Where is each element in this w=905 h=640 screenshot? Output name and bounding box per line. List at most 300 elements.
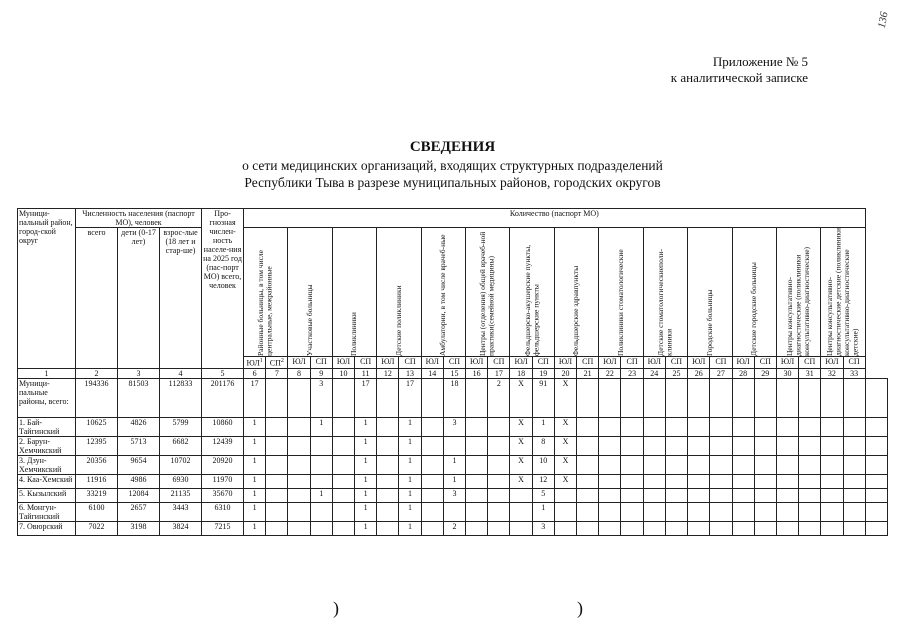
document-subtitle — [0, 157, 905, 191]
table-cell: 6682 — [160, 436, 202, 455]
table-cell — [732, 474, 754, 488]
table-cell — [732, 417, 754, 436]
table-cell — [421, 455, 443, 474]
table-cell: 1 — [310, 488, 332, 502]
table-cell: 3 — [532, 521, 554, 535]
table-cell: 8 — [532, 436, 554, 455]
table-cell — [266, 502, 288, 521]
table-cell — [821, 436, 843, 455]
table-cell: Х — [554, 417, 576, 436]
table-cell: 1 — [399, 521, 421, 535]
table-row — [18, 502, 888, 521]
table-cell — [821, 521, 843, 535]
table-cell — [799, 417, 821, 436]
table-cell — [665, 474, 687, 488]
table-cell: 6100 — [76, 502, 118, 521]
table-cell — [821, 417, 843, 436]
header-sub-sp: СП — [621, 357, 643, 369]
table-cell — [288, 378, 310, 417]
table-cell — [799, 474, 821, 488]
column-number: 28 — [732, 368, 754, 378]
table-cell: 1 — [244, 455, 266, 474]
table-cell: 1 — [244, 502, 266, 521]
table-cell: 3 — [443, 417, 465, 436]
table-cell — [377, 455, 399, 474]
table-cell — [377, 378, 399, 417]
column-number: 33 — [843, 368, 865, 378]
table-cell — [710, 417, 732, 436]
document-title: СВЕДЕНИЯ — [409, 139, 496, 155]
table-cell — [643, 436, 665, 455]
header-category-5 — [421, 228, 465, 357]
header-sub-yol: ЮЛ — [732, 357, 754, 369]
table-cell — [865, 488, 887, 502]
table-cell — [732, 521, 754, 535]
table-cell — [754, 521, 776, 535]
table-cell: Х — [510, 474, 532, 488]
table-cell — [466, 521, 488, 535]
header-category-label: Детские поликлиники — [393, 285, 403, 356]
table-cell: 1 — [443, 455, 465, 474]
table-cell: 1 — [244, 436, 266, 455]
header-sub-yol: $ЮЛ^1$ — [244, 357, 266, 369]
table-cell: 7215 — [202, 521, 244, 535]
table-cell — [643, 502, 665, 521]
table-cell — [577, 378, 599, 417]
table-cell — [776, 436, 798, 455]
table-cell: Х — [554, 455, 576, 474]
row-name: Муници-пальные районы, всего: — [18, 378, 76, 417]
table-cell — [821, 474, 843, 488]
table-cell: Х — [510, 455, 532, 474]
header-sub-yol: ЮЛ — [332, 357, 354, 369]
header-category-label: Районные больницы, в том числе центральные, межрайонные — [256, 249, 274, 356]
header-total: всего — [76, 228, 118, 369]
table-cell — [466, 417, 488, 436]
column-number: 23 — [621, 368, 643, 378]
table-cell: 1 — [399, 436, 421, 455]
table-cell — [332, 521, 354, 535]
table-row — [18, 521, 888, 535]
table-cell — [310, 436, 332, 455]
table-cell — [776, 474, 798, 488]
table-cell — [754, 474, 776, 488]
table-cell — [288, 488, 310, 502]
header-sub-sp: СП — [488, 357, 510, 369]
table-cell — [554, 521, 576, 535]
table-cell — [332, 455, 354, 474]
table-cell — [732, 488, 754, 502]
table-cell — [577, 474, 599, 488]
table-cell — [865, 417, 887, 436]
table-cell: 1 — [310, 417, 332, 436]
table-cell — [599, 417, 621, 436]
table-cell: 9654 — [118, 455, 160, 474]
table-cell — [754, 455, 776, 474]
table-cell — [332, 474, 354, 488]
header-count: Количество (паспорт МО) — [244, 209, 866, 228]
header-adults: взрос-лые (18 лет и стар-ше) — [160, 228, 202, 369]
header-mo: Муници-пальный район, город-ской округ — [18, 209, 76, 369]
table-cell — [665, 488, 687, 502]
table-cell: 112833 — [160, 378, 202, 417]
table-cell: 35670 — [202, 488, 244, 502]
table-cell: 12084 — [118, 488, 160, 502]
table-cell: 4826 — [118, 417, 160, 436]
table-cell — [310, 455, 332, 474]
table-cell — [621, 417, 643, 436]
table-cell — [332, 488, 354, 502]
table-cell — [754, 378, 776, 417]
column-number: 12 — [377, 368, 399, 378]
table-cell: 5 — [532, 488, 554, 502]
table-cell — [643, 378, 665, 417]
table-cell: 1 — [355, 455, 377, 474]
table-cell — [577, 521, 599, 535]
table-cell — [510, 488, 532, 502]
subtitle-line-2: Республики Тыва в разрезе муниципальных районов, городских округов — [244, 175, 661, 190]
table-cell — [732, 378, 754, 417]
table-cell — [643, 488, 665, 502]
table-cell — [754, 436, 776, 455]
header-sub-yol: ЮЛ — [466, 357, 488, 369]
table-cell: 1 — [355, 436, 377, 455]
table-cell — [776, 488, 798, 502]
table-cell — [266, 474, 288, 488]
header-sub-sp: СП — [665, 357, 687, 369]
header-category-label: Фельдшерские здравпункты — [571, 265, 581, 356]
table-cell — [577, 488, 599, 502]
header-forecast: Про-гнозная числен-ность населе-ния на 2025 год (пас-порт МО) всего, человек — [202, 209, 244, 369]
table-cell — [799, 436, 821, 455]
header-category-14 — [821, 228, 865, 357]
header-category-8 — [554, 228, 598, 357]
column-number: 11 — [355, 368, 377, 378]
table-cell — [599, 502, 621, 521]
table-cell — [599, 488, 621, 502]
table-cell — [599, 521, 621, 535]
table-cell — [466, 502, 488, 521]
table-cell: 3824 — [160, 521, 202, 535]
table-cell: 18 — [443, 378, 465, 417]
table-cell — [865, 521, 887, 535]
table-cell — [577, 455, 599, 474]
header-category-label: Городские больницы — [704, 289, 714, 356]
table-cell: Х — [554, 436, 576, 455]
table-cell: 1 — [244, 488, 266, 502]
header-category-11 — [688, 228, 732, 357]
header-category-10 — [643, 228, 687, 357]
column-number: 19 — [532, 368, 554, 378]
table-cell — [510, 502, 532, 521]
table-cell — [266, 436, 288, 455]
table-cell — [821, 488, 843, 502]
table-cell: 1 — [399, 417, 421, 436]
table-cell — [865, 474, 887, 488]
table-cell: 1 — [244, 521, 266, 535]
table-cell: 5799 — [160, 417, 202, 436]
table-cell — [710, 455, 732, 474]
header-sub-yol: ЮЛ — [377, 357, 399, 369]
table-cell: 1 — [532, 502, 554, 521]
table-cell — [843, 436, 865, 455]
table-cell — [377, 502, 399, 521]
table-cell: Х — [510, 436, 532, 455]
table-cell — [332, 502, 354, 521]
column-number: 15 — [443, 368, 465, 378]
table-cell — [688, 417, 710, 436]
table-row — [18, 436, 888, 455]
table-cell — [554, 502, 576, 521]
table-cell: 1 — [399, 474, 421, 488]
header-sub-sp: СП — [310, 357, 332, 369]
header-row-2 — [18, 228, 888, 357]
table-cell — [288, 521, 310, 535]
table-cell: 3443 — [160, 502, 202, 521]
table-cell — [621, 502, 643, 521]
table-cell — [577, 502, 599, 521]
table-cell — [799, 455, 821, 474]
header-sub-yol: ЮЛ — [288, 357, 310, 369]
table-cell — [421, 378, 443, 417]
table-cell — [799, 488, 821, 502]
header-category-2 — [288, 228, 332, 357]
column-number: 14 — [421, 368, 443, 378]
table-cell: 81503 — [118, 378, 160, 417]
table-cell — [488, 436, 510, 455]
table-cell — [332, 436, 354, 455]
table-cell — [266, 378, 288, 417]
table-cell: 3 — [443, 488, 465, 502]
table-cell — [688, 378, 710, 417]
table-cell — [754, 417, 776, 436]
header-sub-sp: СП — [443, 357, 465, 369]
table-cell — [421, 521, 443, 535]
header-sub-sp: $СП^2$ — [266, 357, 288, 369]
table-cell — [732, 436, 754, 455]
table-cell — [688, 488, 710, 502]
table-cell — [710, 436, 732, 455]
table-cell: 1 — [244, 417, 266, 436]
table-cell — [754, 502, 776, 521]
table-cell: 201176 — [202, 378, 244, 417]
table-cell — [710, 502, 732, 521]
column-number: 25 — [665, 368, 687, 378]
table-cell — [421, 417, 443, 436]
table-cell — [776, 417, 798, 436]
table-cell — [488, 455, 510, 474]
table-cell: 3198 — [118, 521, 160, 535]
table-cell — [665, 417, 687, 436]
table-cell: 6930 — [160, 474, 202, 488]
table-cell — [688, 455, 710, 474]
table-cell — [710, 474, 732, 488]
table-cell: 20356 — [76, 455, 118, 474]
column-number: 6 — [244, 368, 266, 378]
header-category-label: Детские стоматологическиеполи-клиники — [655, 249, 674, 356]
table-cell — [843, 378, 865, 417]
column-number: 17 — [488, 368, 510, 378]
table-cell — [754, 488, 776, 502]
table-cell: 10 — [532, 455, 554, 474]
table-cell — [843, 455, 865, 474]
header-sub-yol: ЮЛ — [776, 357, 798, 369]
table-cell — [577, 417, 599, 436]
column-number: 16 — [466, 368, 488, 378]
table-cell — [310, 521, 332, 535]
table-cell — [332, 378, 354, 417]
header-children: дети (0-17 лет) — [118, 228, 160, 369]
header-category-9 — [599, 228, 643, 357]
column-number: 3 — [118, 368, 160, 378]
table-cell — [621, 521, 643, 535]
column-number: 26 — [688, 368, 710, 378]
table-cell: 21135 — [160, 488, 202, 502]
table-cell — [865, 436, 887, 455]
table-cell — [799, 378, 821, 417]
table-cell — [688, 474, 710, 488]
table-cell — [488, 521, 510, 535]
subtitle-line-1: о сети медицинских организаций, входящих структурных подразделений — [242, 158, 663, 173]
table-cell: 4986 — [118, 474, 160, 488]
table-cell — [843, 474, 865, 488]
table-cell: 11916 — [76, 474, 118, 488]
table-cell: 10860 — [202, 417, 244, 436]
table-cell: 11970 — [202, 474, 244, 488]
header-sub-sp: СП — [754, 357, 776, 369]
appendix-line-1: Приложение № 5 — [712, 54, 808, 69]
table-row — [18, 417, 888, 436]
table-cell: 5713 — [118, 436, 160, 455]
table-cell: 12 — [532, 474, 554, 488]
table-cell — [710, 521, 732, 535]
column-number: 20 — [554, 368, 576, 378]
table-cell — [821, 455, 843, 474]
table-cell: 3 — [310, 378, 332, 417]
table-cell: 12395 — [76, 436, 118, 455]
table-row — [18, 378, 888, 417]
header-population: Численность населения (паспорт МО), человек — [76, 209, 202, 228]
column-number: 5 — [202, 368, 244, 378]
header-category-3 — [332, 228, 376, 357]
table-cell — [776, 521, 798, 535]
column-number: 10 — [332, 368, 354, 378]
header-category-label: Амбулатории, в том числе врачеб-ные — [438, 234, 448, 356]
header-sub-sp: СП — [710, 357, 732, 369]
table-cell: 194336 — [76, 378, 118, 417]
table-cell: 1 — [355, 521, 377, 535]
table-cell — [821, 502, 843, 521]
table-cell — [377, 474, 399, 488]
table-cell — [466, 378, 488, 417]
table-cell — [665, 521, 687, 535]
table-cell — [421, 474, 443, 488]
header-category-6 — [466, 228, 510, 357]
header-sub-yol: ЮЛ — [554, 357, 576, 369]
table-cell — [421, 502, 443, 521]
header-sub-yol: ЮЛ — [821, 357, 843, 369]
table-cell — [799, 521, 821, 535]
table-cell — [621, 436, 643, 455]
table-cell — [799, 502, 821, 521]
table-cell — [732, 502, 754, 521]
column-number: 29 — [754, 368, 776, 378]
table-cell — [421, 436, 443, 455]
table-cell — [710, 378, 732, 417]
table-cell — [266, 417, 288, 436]
table-cell: 17 — [244, 378, 266, 417]
table-cell — [266, 521, 288, 535]
table-cell: 10625 — [76, 417, 118, 436]
table-cell — [843, 488, 865, 502]
table-cell — [288, 474, 310, 488]
header-category-4 — [377, 228, 421, 357]
table-cell — [599, 474, 621, 488]
table-cell — [621, 488, 643, 502]
table-cell: 12439 — [202, 436, 244, 455]
header-category-label: Поликлиники стоматологические — [615, 249, 625, 356]
table-row — [18, 474, 888, 488]
bottom-mark-left: ) — [333, 598, 339, 618]
table-cell — [688, 502, 710, 521]
table-cell — [288, 417, 310, 436]
table-cell — [377, 417, 399, 436]
column-number: 27 — [710, 368, 732, 378]
appendix-line-2: к аналитической записке — [670, 70, 808, 85]
table-cell — [266, 488, 288, 502]
column-number: 2 — [76, 368, 118, 378]
table-cell — [665, 436, 687, 455]
header-category-12 — [732, 228, 776, 357]
row-name: 4. Каа-Хемский — [18, 474, 76, 488]
table-cell: 17 — [355, 378, 377, 417]
table-cell — [665, 378, 687, 417]
table-cell — [466, 488, 488, 502]
column-number: 30 — [776, 368, 798, 378]
table-cell — [488, 502, 510, 521]
column-number: 4 — [160, 368, 202, 378]
column-number: 24 — [643, 368, 665, 378]
table-cell — [599, 455, 621, 474]
header-sub-yol: ЮЛ — [688, 357, 710, 369]
table-cell: 1 — [355, 474, 377, 488]
table-cell — [310, 502, 332, 521]
table-cell — [421, 488, 443, 502]
header-sub-sp: СП — [843, 357, 865, 369]
table-cell — [377, 436, 399, 455]
header-category-label: Поликлиники — [349, 312, 359, 356]
column-number: 22 — [599, 368, 621, 378]
table-cell — [710, 488, 732, 502]
table-cell — [643, 455, 665, 474]
column-number: 18 — [510, 368, 532, 378]
row-name: 5. Кызылский — [18, 488, 76, 502]
table-cell — [732, 455, 754, 474]
table-cell: 1 — [355, 417, 377, 436]
table-cell: 1 — [399, 502, 421, 521]
table-cell: 1 — [532, 417, 554, 436]
table-cell: 17 — [399, 378, 421, 417]
table-cell — [688, 521, 710, 535]
table-cell — [843, 502, 865, 521]
table-cell — [865, 502, 887, 521]
table-cell — [332, 417, 354, 436]
table-cell — [665, 502, 687, 521]
table-cell — [310, 474, 332, 488]
header-sub-sp: СП — [577, 357, 599, 369]
row-name: 3. Дзун-Хемчикский — [18, 455, 76, 474]
table-cell: 1 — [355, 502, 377, 521]
